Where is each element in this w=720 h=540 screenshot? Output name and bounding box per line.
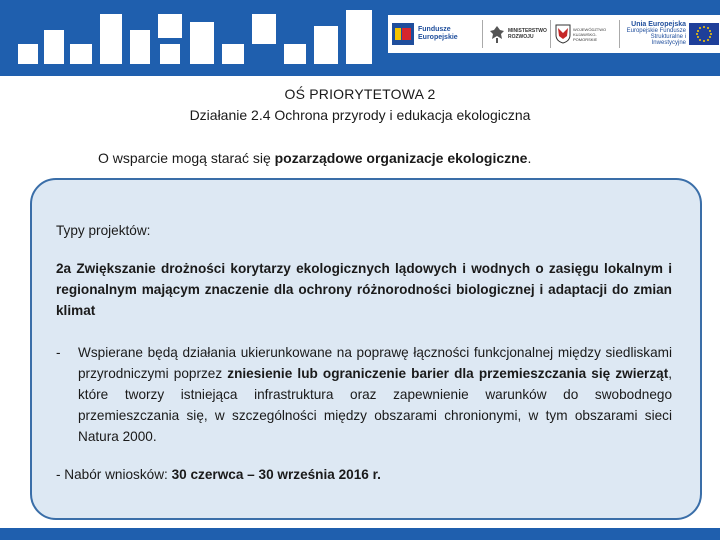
- decor-square: [44, 30, 64, 64]
- project-types-panel: [30, 178, 702, 520]
- priority-axis-title: OŚ PRIORYTETOWA 2: [284, 86, 436, 102]
- decor-square: [160, 44, 180, 64]
- fe-logo-line1: Fundusze: [418, 26, 451, 33]
- voivodeship-logo: [555, 15, 615, 53]
- bullet-item: [56, 342, 672, 447]
- eagle-icon: [489, 24, 505, 44]
- bullet-part2: zniesienie lub ograniczenie barier dla przemieszczania się zwierząt: [227, 366, 669, 381]
- eu-line2: Europejskie Fundusze: [626, 28, 686, 34]
- eligibility-text: [98, 150, 531, 166]
- decor-square: [314, 26, 338, 64]
- decor-square: [346, 10, 372, 64]
- decor-square: [158, 14, 182, 38]
- fe-logo: [388, 15, 478, 53]
- ministry-logo: [487, 15, 546, 53]
- ministry-line2: ROZWOJU: [508, 34, 534, 40]
- bullet-part1: Wspierane będą działania ukierunkowane na poprawę łączności funkcjonalnej między siedliskami przyrodniczymi poprzez: [78, 345, 672, 381]
- fe-logo-icon: [392, 23, 414, 45]
- voivodeship-crest-icon: [555, 24, 571, 44]
- bullet-dash: -: [56, 345, 61, 360]
- decor-square: [130, 30, 150, 64]
- application-call-suffix: .: [377, 467, 381, 482]
- project-types-label: Typy projektów:: [56, 223, 151, 238]
- decor-square: [222, 44, 244, 64]
- bullet-text: [78, 342, 672, 447]
- eligibility-suffix: .: [527, 150, 532, 166]
- action-title: Działanie 2.4 Ochrona przyrody i edukacja ekologiczna: [189, 107, 531, 123]
- decor-square: [252, 14, 276, 44]
- funding-logos: [388, 15, 720, 53]
- eu-flag-icon: [689, 23, 719, 45]
- eu-line3: Strukturalne i Inwestycyjne: [650, 34, 686, 46]
- voivodeship-line1: WOJEWÓDZTWO: [573, 26, 607, 32]
- eu-line1: Unia Europejska: [631, 21, 686, 28]
- eligibility-prefix: O wsparcie mogą starać się: [98, 150, 275, 166]
- decor-square: [190, 22, 214, 64]
- fe-logo-line2: Europejskie: [418, 34, 458, 41]
- header-banner: [0, 0, 720, 76]
- decor-square: [70, 44, 92, 64]
- application-call-dates: 30 czerwca – 30 września 2016 r: [171, 467, 378, 482]
- eu-logo: [624, 15, 719, 53]
- ministry-line1: MINISTERSTWO: [508, 28, 547, 34]
- bullet-part3: , które tworzy istniejąca infrastruktura oraz zapewnienie warunków do swobodnego przemieszczania się, w szczególności między obszarami chronionymi, w tym obszarami sieci Natura 2000.: [78, 366, 673, 444]
- logo-divider: [550, 20, 551, 48]
- project-type-2a: 2a Zwiększanie drożności korytarzy ekologicznych lądowych i wodnych o zasięgu lokalnym i regionalnym mającym znaczenie dla ochrony różnorodności biologicznej i adaptacji do zmian klimat: [56, 261, 672, 318]
- application-call-prefix: - Nabór wniosków:: [56, 467, 172, 482]
- logo-divider: [482, 20, 483, 48]
- application-call: [56, 464, 672, 485]
- voivodeship-line2: KUJAWSKO-POMORSKIE: [573, 31, 598, 42]
- decor-square: [18, 44, 38, 64]
- decor-square: [100, 14, 122, 64]
- decor-square: [284, 44, 306, 64]
- footer-bar: [0, 528, 720, 540]
- eligibility-highlight: pozarządowe organizacje ekologiczne: [274, 150, 528, 166]
- logo-divider: [619, 20, 620, 48]
